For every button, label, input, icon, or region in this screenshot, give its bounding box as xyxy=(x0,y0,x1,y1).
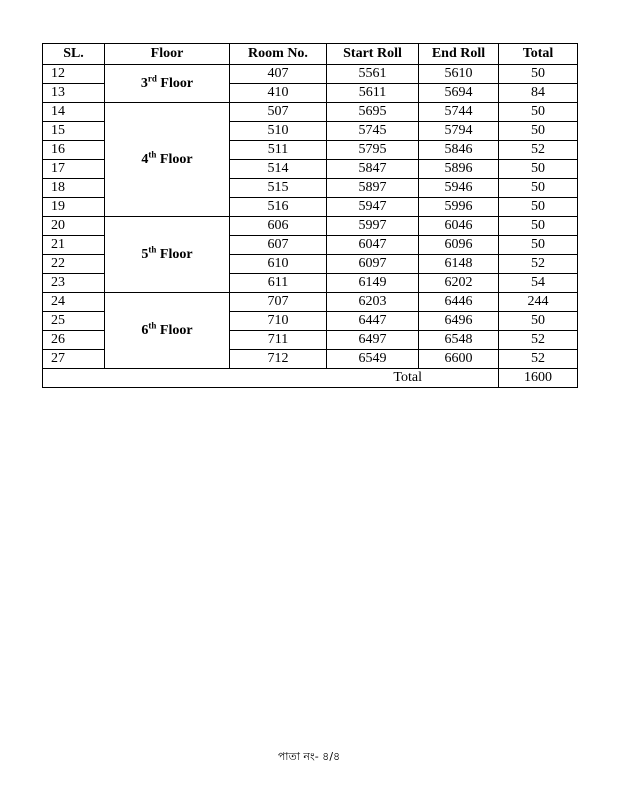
cell-end-roll: 5794 xyxy=(419,122,499,141)
floor-cell-4 xyxy=(105,103,230,217)
cell-total: 52 xyxy=(499,255,578,274)
floor-number: 3 xyxy=(140,75,148,91)
cell-total: 50 xyxy=(499,179,578,198)
cell-start-roll: 6047 xyxy=(327,236,419,255)
cell-end-roll: 6496 xyxy=(419,312,499,331)
cell-end-roll: 6446 xyxy=(419,293,499,312)
table-row xyxy=(43,217,578,236)
floor-number: 5 xyxy=(141,246,149,262)
cell-end-roll: 5946 xyxy=(419,179,499,198)
cell-end-roll: 6148 xyxy=(419,255,499,274)
seat-plan-table xyxy=(42,43,578,388)
cell-sl: 23 xyxy=(43,274,105,293)
table-row xyxy=(43,65,578,84)
floor-suffix: rd xyxy=(147,72,157,83)
header-end-roll: End Roll xyxy=(419,44,499,65)
cell-total: 52 xyxy=(499,350,578,369)
header-room: Room No. xyxy=(230,44,327,65)
floor-suffix: th xyxy=(148,243,157,254)
cell-total: 244 xyxy=(499,293,578,312)
cell-total: 50 xyxy=(499,198,578,217)
cell-room: 410 xyxy=(230,84,327,103)
cell-total: 50 xyxy=(499,236,578,255)
header-total: Total xyxy=(499,44,578,65)
cell-sl: 19 xyxy=(43,198,105,217)
cell-sl: 16 xyxy=(43,141,105,160)
cell-end-roll: 6046 xyxy=(419,217,499,236)
cell-room: 507 xyxy=(230,103,327,122)
cell-room: 515 xyxy=(230,179,327,198)
cell-end-roll: 5996 xyxy=(419,198,499,217)
cell-room: 712 xyxy=(230,350,327,369)
cell-start-roll: 6203 xyxy=(327,293,419,312)
cell-room: 610 xyxy=(230,255,327,274)
cell-sl: 26 xyxy=(43,331,105,350)
cell-end-roll: 6202 xyxy=(419,274,499,293)
floor-label: Floor xyxy=(159,322,193,338)
cell-end-roll: 5610 xyxy=(419,65,499,84)
cell-room: 707 xyxy=(230,293,327,312)
floor-number: 4 xyxy=(141,151,149,167)
cell-total: 50 xyxy=(499,312,578,331)
cell-start-roll: 5897 xyxy=(327,179,419,198)
floor-suffix: th xyxy=(148,319,157,330)
table-header-row xyxy=(43,44,578,65)
cell-start-roll: 5847 xyxy=(327,160,419,179)
cell-room: 407 xyxy=(230,65,327,84)
cell-start-roll: 5947 xyxy=(327,198,419,217)
header-floor: Floor xyxy=(105,44,230,65)
cell-end-roll: 6096 xyxy=(419,236,499,255)
cell-sl: 21 xyxy=(43,236,105,255)
floor-cell-3 xyxy=(105,65,230,103)
cell-total: 52 xyxy=(499,331,578,350)
cell-end-roll: 6600 xyxy=(419,350,499,369)
cell-end-roll: 5744 xyxy=(419,103,499,122)
cell-end-roll: 6548 xyxy=(419,331,499,350)
cell-total: 50 xyxy=(499,103,578,122)
floor-cell-5 xyxy=(105,217,230,293)
cell-total: 50 xyxy=(499,160,578,179)
page-number-footer: পাতা নং- ৪/৪ xyxy=(277,750,341,763)
floor-number: 6 xyxy=(141,322,149,338)
cell-start-roll: 6097 xyxy=(327,255,419,274)
floor-label: Floor xyxy=(160,75,194,91)
cell-start-roll: 5695 xyxy=(327,103,419,122)
cell-room: 510 xyxy=(230,122,327,141)
header-sl: SL. xyxy=(43,44,105,65)
floor-label: Floor xyxy=(159,151,193,167)
cell-start-roll: 6549 xyxy=(327,350,419,369)
cell-room: 710 xyxy=(230,312,327,331)
cell-total: 50 xyxy=(499,122,578,141)
cell-sl: 20 xyxy=(43,217,105,236)
cell-sl: 24 xyxy=(43,293,105,312)
cell-start-roll: 5745 xyxy=(327,122,419,141)
cell-sl: 18 xyxy=(43,179,105,198)
cell-start-roll: 6447 xyxy=(327,312,419,331)
cell-start-roll: 5611 xyxy=(327,84,419,103)
cell-sl: 25 xyxy=(43,312,105,331)
cell-total: 50 xyxy=(499,65,578,84)
cell-start-roll: 6149 xyxy=(327,274,419,293)
cell-start-roll: 6497 xyxy=(327,331,419,350)
table-row xyxy=(43,103,578,122)
cell-total: 54 xyxy=(499,274,578,293)
cell-sl: 22 xyxy=(43,255,105,274)
cell-room: 711 xyxy=(230,331,327,350)
cell-room: 511 xyxy=(230,141,327,160)
floor-label: Floor xyxy=(159,246,193,262)
cell-start-roll: 5795 xyxy=(327,141,419,160)
cell-sl: 12 xyxy=(43,65,105,84)
cell-room: 516 xyxy=(230,198,327,217)
cell-end-roll: 5694 xyxy=(419,84,499,103)
cell-room: 606 xyxy=(230,217,327,236)
cell-end-roll: 5896 xyxy=(419,160,499,179)
cell-total: 84 xyxy=(499,84,578,103)
cell-sl: 14 xyxy=(43,103,105,122)
cell-sl: 13 xyxy=(43,84,105,103)
floor-suffix: th xyxy=(148,148,157,159)
grand-total-row xyxy=(43,369,578,388)
cell-room: 611 xyxy=(230,274,327,293)
cell-end-roll: 5846 xyxy=(419,141,499,160)
cell-start-roll: 5561 xyxy=(327,65,419,84)
cell-start-roll: 5997 xyxy=(327,217,419,236)
cell-sl: 17 xyxy=(43,160,105,179)
cell-total: 50 xyxy=(499,217,578,236)
cell-sl: 15 xyxy=(43,122,105,141)
cell-room: 607 xyxy=(230,236,327,255)
grand-total-value: 1600 xyxy=(499,369,578,388)
header-start-roll: Start Roll xyxy=(327,44,419,65)
cell-sl: 27 xyxy=(43,350,105,369)
floor-cell-6 xyxy=(105,293,230,369)
table-row xyxy=(43,293,578,312)
grand-total-label: Total xyxy=(43,369,499,388)
cell-total: 52 xyxy=(499,141,578,160)
cell-room: 514 xyxy=(230,160,327,179)
